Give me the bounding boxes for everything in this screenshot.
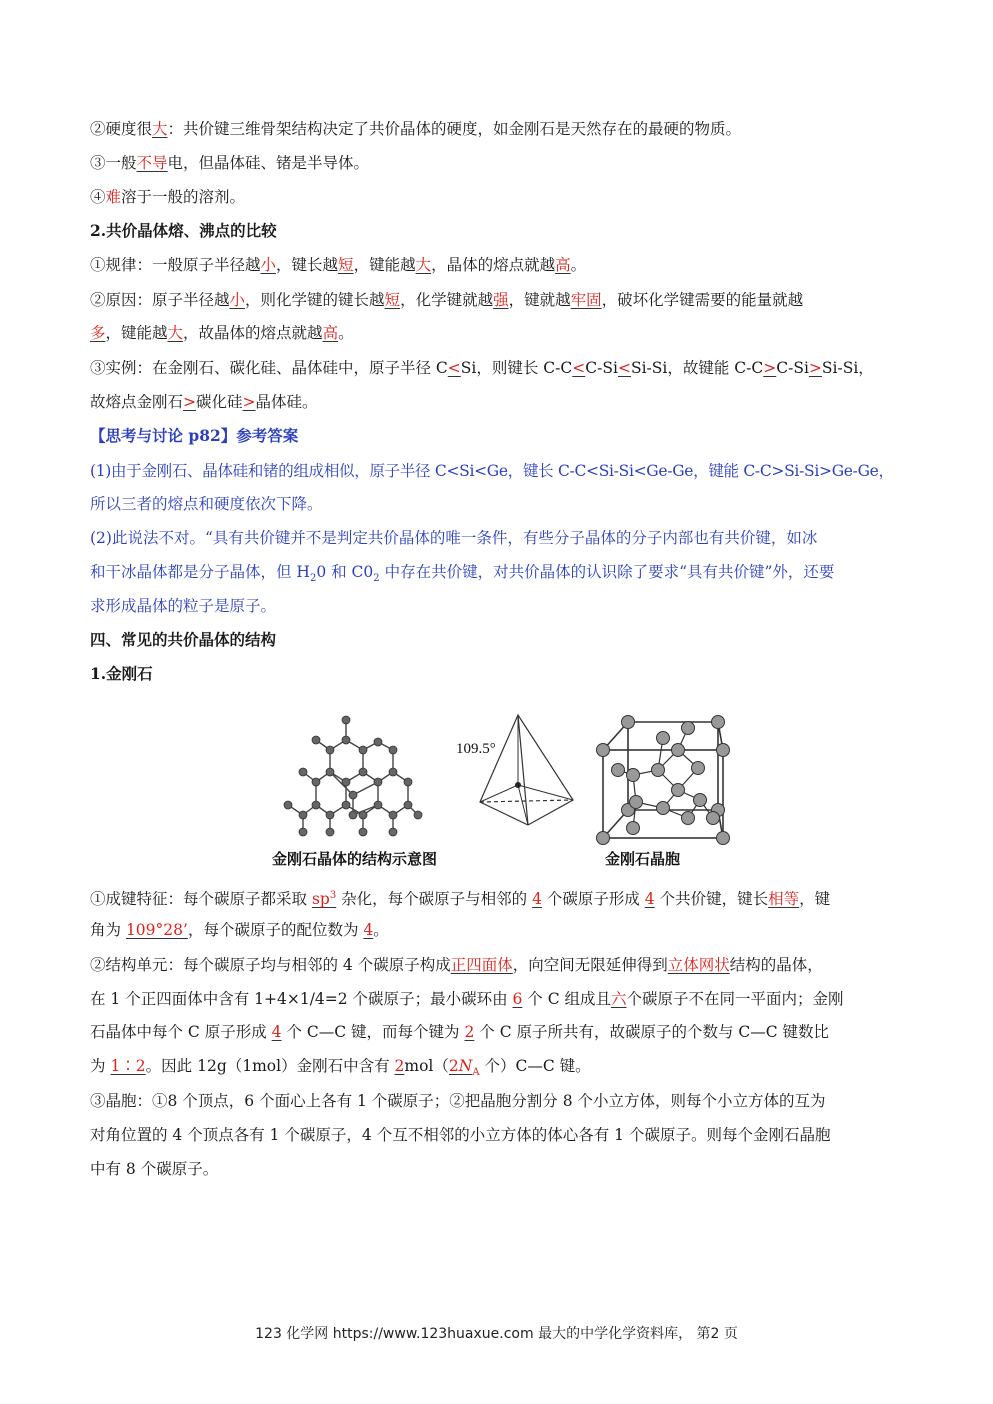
answer-blank: 牢固 — [570, 291, 602, 309]
answer-blank: < — [617, 359, 631, 377]
answer-blank: 大 — [415, 256, 432, 274]
text: 。因此 12g（1mol）金刚石中含有 — [145, 1057, 395, 1075]
text: 角为 — [90, 921, 126, 939]
text: ：共价键三维骨架结构决定了共价晶体的硬度，如金刚石是天然存在的最硬的物质。 — [167, 120, 742, 138]
text: N — [458, 1057, 473, 1075]
figure-caption-cell: 金刚石晶胞 — [605, 850, 681, 868]
cell-line-1: ③晶胞：①8 个顶点，6 个面心上各有 1 个碳原子；②把晶胞分割分 8 个小立方体，则每个小立方体的互为 — [90, 1092, 826, 1110]
subscript: A — [472, 1067, 480, 1079]
example-line-2 — [90, 392, 905, 412]
text: 。 — [338, 324, 354, 342]
text: 个碳原子不在同一平面内；金刚 — [626, 990, 844, 1008]
text: 故熔点金刚石 — [90, 393, 184, 411]
text: 个碳原子形成 — [541, 890, 645, 909]
answer-blank: > — [808, 359, 822, 377]
text: Si-Si， — [821, 359, 874, 377]
text: ，每个碳原子的配位数为 — [187, 921, 364, 939]
subsection-heading: 1.金刚石 — [90, 664, 153, 683]
text: ，键就越 — [508, 291, 571, 309]
text: C-Si — [585, 359, 618, 377]
answer-blank: 高 — [322, 324, 339, 342]
example-line-1 — [90, 358, 905, 378]
rule-line — [90, 255, 905, 275]
text: 。 — [570, 256, 587, 274]
text: 2 — [448, 1057, 459, 1075]
answer-blank: < — [447, 359, 461, 377]
text: 中存在共价键，对共价晶体的认识除了要求“具有共价键”外，还要 — [379, 563, 835, 581]
answer-blank: 多 — [90, 324, 106, 342]
text: ②原因：原子半径越 — [90, 291, 230, 309]
answer-blank: 难 — [105, 188, 122, 206]
text: ③一般 — [90, 154, 137, 172]
text: 在 1 个正四面体中含有 1+4×1/4=2 个碳原子；最小碳环由 — [90, 990, 513, 1008]
text: 个）C—C 键。 — [479, 1057, 591, 1075]
text: 。 — [373, 921, 389, 939]
text: ②结构单元：每个碳原子均与相邻的 4 个碳原子构成 — [90, 956, 451, 974]
text: ，向空间无限延伸得到 — [512, 956, 668, 974]
text: ③实例：在金刚石、碳化硅、晶体硅中，原子半径 C — [90, 359, 448, 377]
answer-1-line-2: 所以三者的熔点和硬度依次下降。 — [90, 495, 323, 513]
answer-blank: 4 — [271, 1023, 282, 1041]
text: Si，则键长 C-C — [460, 359, 573, 377]
bond-line-1 — [90, 886, 905, 909]
answer-blank: 2 — [464, 1023, 475, 1041]
answer-blank: > — [242, 393, 256, 411]
answer-2-line-1: (2)此说法不对。“具有共价键并不是判定共价晶体的唯一条件，有些分子晶体的分子内部也有共价键，如冰 — [90, 529, 818, 547]
cell-line-2: 对角位置的 4 个顶点各有 1 个碳原子，4 个互不相邻的小立方体的体心各有 1 个碳原子。则每个金刚石晶胞 — [90, 1126, 831, 1144]
text: ，故晶体的熔点就越 — [183, 324, 323, 342]
answer-blank: 正四面体 — [450, 956, 513, 974]
text: ，则化学键的键长越 — [245, 291, 385, 309]
text: ，键长越 — [276, 256, 339, 274]
solubility-line — [90, 187, 905, 207]
section-heading: 2.共价晶体熔、沸点的比较 — [90, 221, 277, 240]
unit-line-1 — [90, 955, 905, 975]
superscript: 3 — [329, 890, 337, 901]
subscript: 2 — [373, 573, 380, 585]
text: ，键能越 — [353, 256, 416, 274]
answer-blank: < — [572, 359, 586, 377]
text: 个 C—C 键，而每个键为 — [281, 1023, 465, 1041]
answer-blank: > — [763, 359, 777, 377]
answer-1-line-1: (1)由于金刚石、晶体硅和锗的组成相似，原子半径 C<Si<Ge，键长 C-C<Si-Si<Ge-Ge，键能 C-C>Si-Si>Ge-Ge， — [90, 462, 894, 480]
answer-blank: 4 — [532, 890, 542, 909]
text: ①规律：一般原子半径越 — [90, 256, 261, 274]
answer-blank: 小 — [229, 291, 246, 309]
answer-blank: 2 — [394, 1057, 405, 1075]
answer-blank — [448, 1057, 480, 1079]
text: 杂化，每个碳原子与相邻的 — [336, 890, 533, 909]
text: ，键 — [799, 890, 831, 909]
text: ，晶体的熔点就越 — [431, 256, 556, 274]
answer-2-line-2 — [90, 562, 905, 589]
text: 电，但晶体硅、锗是半导体。 — [167, 154, 370, 172]
text: 为 — [90, 1057, 111, 1075]
text: C-Si — [776, 359, 809, 377]
subscript: 2 — [309, 573, 317, 585]
conductivity-line — [90, 153, 905, 173]
text: 碳化硅 — [196, 393, 243, 411]
text: 0 和 C0 — [316, 563, 374, 581]
text: ，化学键就越 — [400, 291, 494, 309]
text: mol（ — [404, 1057, 449, 1075]
answer-blank: 高 — [555, 256, 571, 274]
text: 石晶体中每个 C 原子形成 — [90, 1023, 272, 1041]
text: ①成键特征：每个碳原子都采取 — [90, 890, 312, 909]
text: sp — [311, 890, 330, 909]
section-heading-4: 四、常见的共价晶体的结构 — [90, 630, 277, 649]
answer-blank: 小 — [260, 256, 277, 274]
answer-blank: 短 — [338, 256, 354, 274]
answer-blank: 六 — [611, 990, 627, 1008]
angle-label: 109.5° — [456, 741, 496, 757]
text: 和干冰晶体都是分子晶体，但 H — [90, 563, 310, 581]
answer-blank: 大 — [167, 324, 184, 342]
text: Si-Si，故键能 C-C — [630, 359, 764, 377]
text: ，键能越 — [105, 324, 168, 342]
text: 个共价键，键长 — [654, 890, 769, 909]
text: 结构的晶体， — [729, 956, 823, 974]
text: 个 C 原子所共有，故碳原子的个数与 C—C 键数比 — [474, 1023, 830, 1041]
reason-line-1 — [90, 290, 905, 310]
answer-blank: 不导 — [136, 154, 168, 172]
reason-line-2 — [90, 323, 905, 343]
answer-blank: 4 — [644, 890, 655, 909]
cell-line-3: 中有 8 个碳原子。 — [90, 1160, 219, 1178]
answer-blank: 1∶2 — [110, 1057, 146, 1075]
unit-line-2 — [90, 989, 905, 1009]
text: ②硬度很 — [90, 120, 153, 138]
page-footer: 123 化学网 https://www.123huaxue.com 最大的中学化学资料库， 第2 页 — [255, 1326, 738, 1342]
text: 溶于一般的溶剂。 — [121, 188, 246, 206]
hardness-line — [90, 119, 905, 139]
answer-blank: 109°28’ — [125, 921, 188, 939]
figure-caption-structure: 金刚石晶体的结构示意图 — [272, 850, 438, 868]
answer-blank: 6 — [512, 990, 523, 1008]
answer-blank: 大 — [152, 120, 168, 138]
answer-blank: 4 — [363, 921, 374, 939]
answer-blank: 强 — [493, 291, 509, 309]
unit-line-3 — [90, 1022, 905, 1042]
answer-blank: 短 — [384, 291, 401, 309]
answer-blank: 相等 — [768, 890, 800, 909]
discussion-title: 【思考与讨论 p82】参考答案 — [90, 426, 299, 445]
text: 个 C 组成且 — [522, 990, 612, 1008]
diamond-structure-figure — [268, 710, 738, 845]
text: ④ — [90, 188, 106, 206]
bond-line-2 — [90, 920, 905, 940]
text: 晶体硅。 — [255, 393, 318, 411]
unit-line-4 — [90, 1056, 905, 1083]
answer-blank — [312, 890, 336, 908]
answer-2-line-3: 求形成晶体的粒子是原子。 — [90, 597, 277, 615]
text: ，破坏化学键需要的能量就越 — [601, 291, 804, 309]
answer-blank: 立体网状 — [667, 956, 730, 974]
answer-blank: > — [183, 393, 197, 411]
